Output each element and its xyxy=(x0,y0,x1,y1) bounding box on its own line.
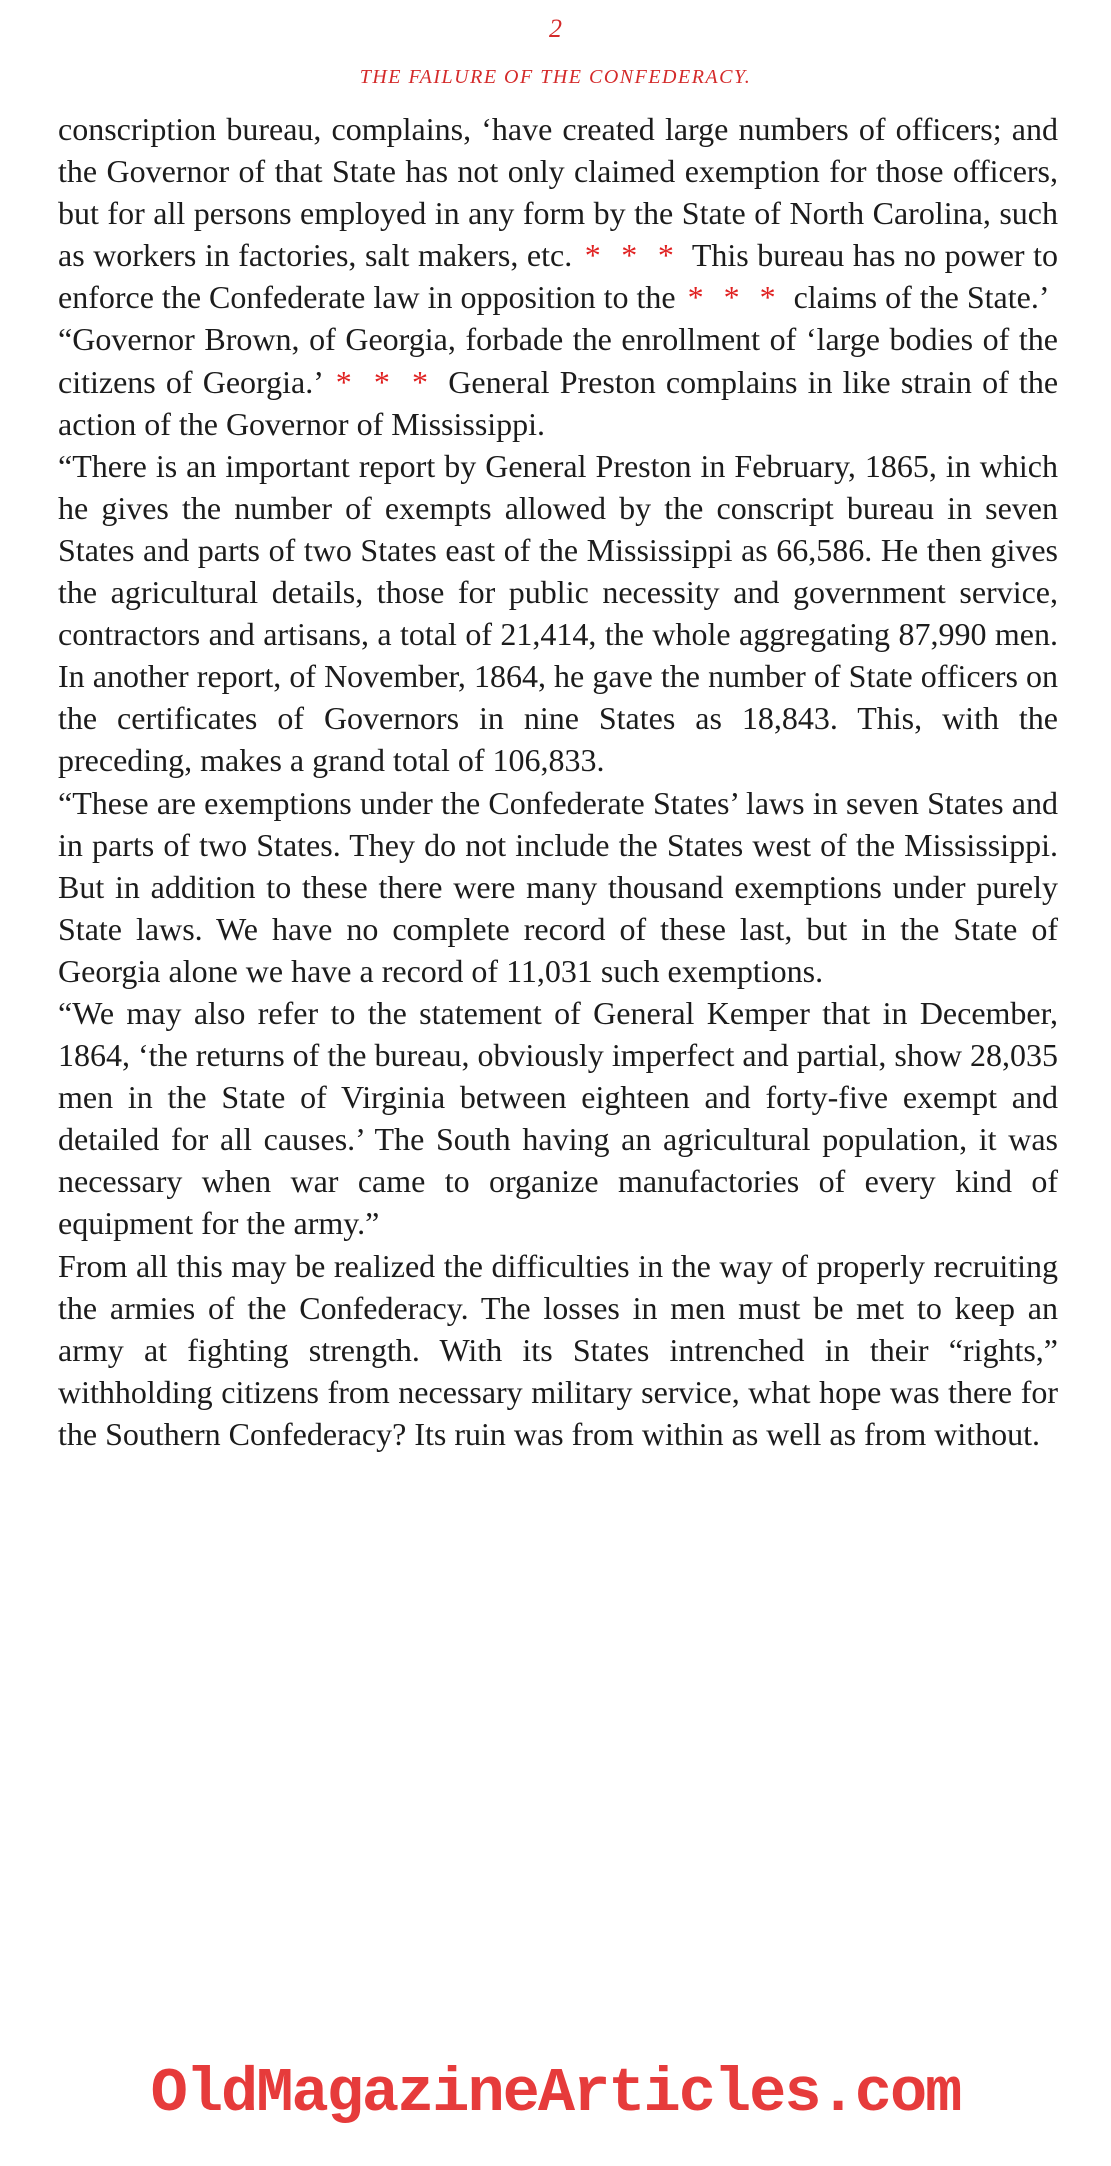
paragraph-2-text-a: “Governor Brown, of Georgia, forbade the enrollment of ‘large bodies of the citizens of Georgia.’ xyxy=(58,321,1058,400)
paragraph-3: “There is an important report by General Preston in February, 1865, in which he gives the number of exempts allowed by the conscript bureau in seven States and parts of two States east of the Mississippi as 66,586. He then gives the agricultural details, those for public necessity and government service, contractors and artisans, a total of 21,414, the whole aggregating 87,990 men. In another report, of November, 1864, he gave the number of State officers on the certificates of Governors in nine States as 18,843. This, with the preceding, makes a grand total of 106,833. xyxy=(58,447,1058,779)
paragraph-4: “These are exemptions under the Confederate States’ laws in seven States and in parts of two States. They do not include the States west of the Mississippi. But in addition to these there were many thousand exemptions under purely State laws. We have no complete record of these last, but in the State of Georgia alone we have a record of 11,031 such exemptions. xyxy=(58,784,1058,989)
page-number: 2 xyxy=(549,14,562,43)
paragraph-1-text-c: claims of the State.’ xyxy=(793,279,1050,316)
running-head: THE FAILURE OF THE CONFEDERACY. xyxy=(359,66,752,88)
article-body xyxy=(58,108,1058,1455)
paragraph-2-text-b: General Preston complains in like strain of the action of the Governor of Mississippi. xyxy=(58,363,1059,442)
ellipsis-asterisks: * * * xyxy=(584,237,680,274)
paragraph-6: From all this may be realized the difficulties in the way of properly recruiting the armies of the Confederacy. The losses in men must be met to keep an army at fighting strength. With its States intrenched in their “rights,” withholding citizens from necessary military service, what hope was there for the Southern Confederacy? Its ruin was from within as well as from without. xyxy=(58,1247,1058,1452)
paragraph-1 xyxy=(58,108,1058,318)
site-wordmark: OldMagazineArticles.com xyxy=(150,2058,961,2129)
paragraph-2 xyxy=(58,318,1058,444)
ellipsis-asterisks: * * * xyxy=(687,279,782,316)
ellipsis-asterisks: * * * xyxy=(335,363,435,400)
paragraph-5: “We may also refer to the statement of General Kemper that in December, 1864, ‘the returns of the bureau, obviously imperfect and partial, show 28,035 men in the State of Virginia between eighteen and forty-five exempt and detailed for all causes.’ The South having an agricultural population, it was necessary when war came to organize manufactories of every kind of equipment for the army.” xyxy=(58,994,1058,1242)
paragraph-1-text-a: conscription bureau, complains, ‘have created large numbers of officers; and the Governor of that State has not only claimed exemption for those officers, but for all persons employed in any form by the State of North Carolina, such as workers in factories, salt makers, etc. xyxy=(58,111,1058,274)
paragraph-1-text-b: This bureau has no power to enforce the Confederate law in opposition to the xyxy=(58,237,1059,316)
